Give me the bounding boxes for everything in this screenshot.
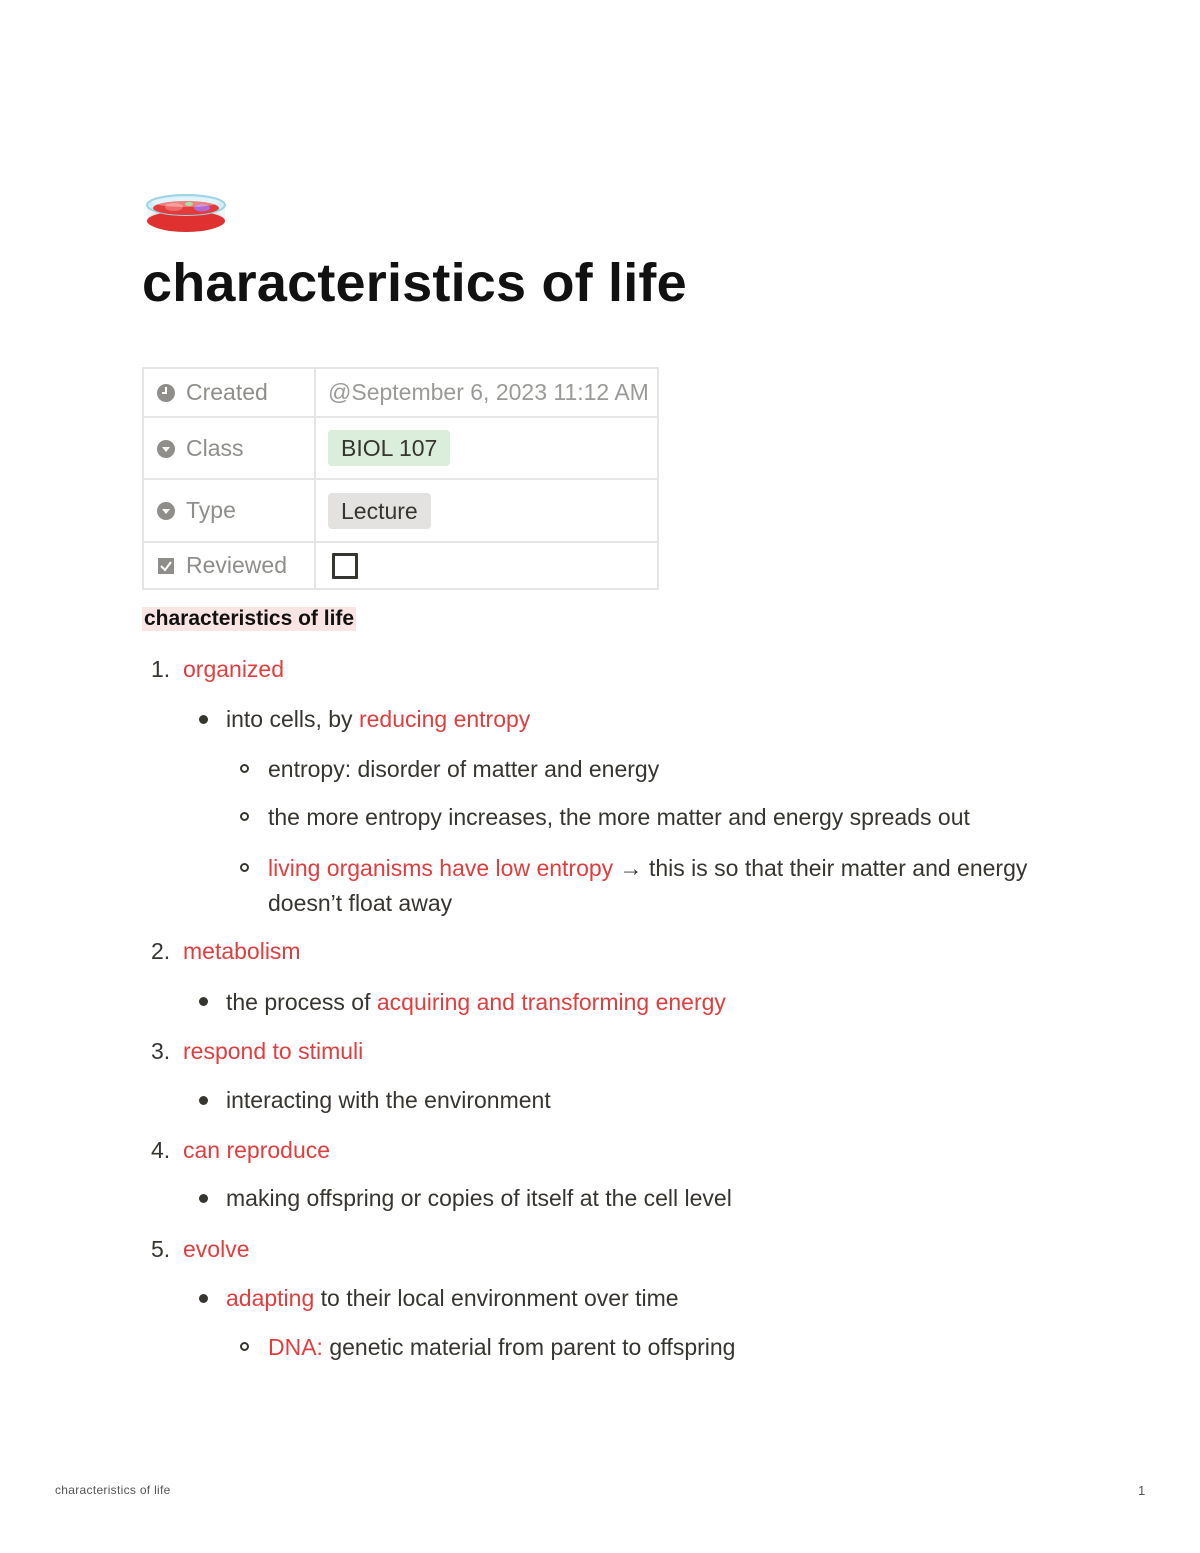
list-number: 1.: [151, 656, 171, 682]
property-name-created[interactable]: Created: [143, 368, 315, 417]
sub-bullet-icon: [240, 764, 249, 773]
list-item-label: organized: [183, 656, 285, 682]
list-item-label: can reproduce: [183, 1137, 331, 1163]
list-item: entropy: disorder of matter and energy: [268, 756, 660, 782]
list-item: into cells, by reducing entropy: [226, 706, 531, 732]
petri-dish-icon: [144, 188, 228, 236]
list-item-continuation: doesn’t float away: [268, 890, 453, 916]
class-value[interactable]: [315, 417, 658, 479]
class-tag[interactable]: BIOL 107: [328, 430, 450, 466]
property-name-class[interactable]: Class: [143, 417, 315, 479]
list-item-label: evolve: [183, 1236, 250, 1262]
list-number: 4.: [151, 1137, 171, 1163]
select-icon: [156, 439, 176, 459]
list-number: 2.: [151, 938, 171, 964]
list-item: interacting with the environment: [226, 1087, 551, 1113]
list-item: adapting to their local environment over time: [226, 1285, 679, 1311]
page-number: 1: [1138, 1483, 1146, 1498]
sub-bullet-icon: [240, 863, 249, 872]
bullet-icon: [199, 997, 208, 1006]
type-tag[interactable]: Lecture: [328, 493, 431, 529]
property-row-reviewed: [143, 542, 658, 589]
checkbox-property-icon: [156, 556, 176, 576]
section-heading: characteristics of life: [144, 607, 355, 630]
type-value[interactable]: [315, 479, 658, 542]
clock-icon: [156, 383, 176, 403]
list-item: living organisms have low entropy → this is so that their matter and energy: [268, 855, 1028, 881]
list-item: making offspring or copies of itself at the cell level: [226, 1185, 732, 1211]
bullet-icon: [199, 1096, 208, 1105]
list-item: the process of acquiring and transforming energy: [226, 989, 726, 1015]
property-name-type[interactable]: Type: [143, 479, 315, 542]
bullet-icon: [199, 1294, 208, 1303]
reviewed-value: [315, 542, 658, 589]
properties-table: [142, 367, 659, 590]
sub-bullet-icon: [240, 812, 249, 821]
list-item-label: respond to stimuli: [183, 1038, 364, 1064]
property-row-type: [143, 479, 658, 542]
list-item-label: metabolism: [183, 938, 301, 964]
reviewed-checkbox[interactable]: [332, 553, 358, 579]
bullet-icon: [199, 1194, 208, 1203]
property-name-reviewed[interactable]: Reviewed: [143, 542, 315, 589]
list-number: 5.: [151, 1236, 171, 1262]
select-icon: [156, 501, 176, 521]
footer-title: characteristics of life: [55, 1483, 171, 1497]
list-item: DNA: genetic material from parent to offspring: [268, 1334, 736, 1360]
list-item: the more entropy increases, the more matter and energy spreads out: [268, 804, 970, 830]
bullet-icon: [199, 715, 208, 724]
sub-bullet-icon: [240, 1342, 249, 1351]
page-title: characteristics of life: [142, 253, 687, 313]
created-value: @September 6, 2023 11:12 AM: [315, 368, 658, 417]
property-row-class: [143, 417, 658, 479]
list-number: 3.: [151, 1038, 171, 1064]
property-row-created: [143, 368, 658, 417]
